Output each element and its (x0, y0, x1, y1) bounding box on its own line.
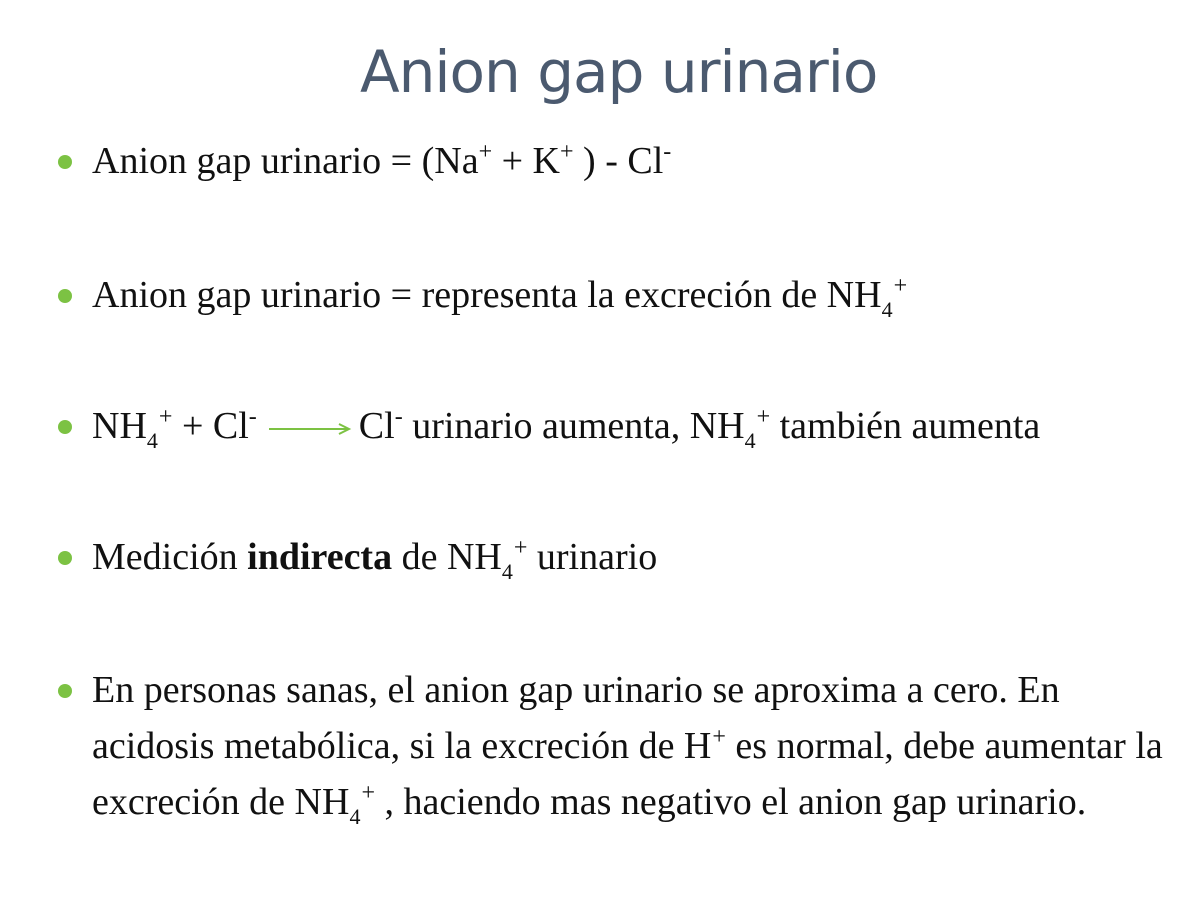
bullet-3-mid: urinario aumenta, NH (412, 405, 745, 447)
bullet-5-part1: En personas sanas, el anion gap urinario se aproxima a cero. En acidosis metabólica, si la excreción de H (92, 669, 1060, 767)
bullet-3-plus-cl: + Cl (181, 405, 249, 447)
bullet-5-charge: + (361, 780, 375, 806)
bullet-2-charge: + (893, 273, 908, 299)
bullet-5-subscript: 4 (349, 804, 361, 829)
bullet-1-lhs: Anion gap urinario (92, 140, 382, 182)
bullet-4-pre: Medición (92, 536, 238, 578)
bullet-2-equals: = (390, 274, 413, 316)
bullet-1-plus: + (501, 140, 524, 182)
bullet-dot-icon (58, 289, 72, 303)
bullet-4 (92, 529, 1182, 585)
bullet-5-part3: , haciendo mas negativo el anion gap urinario. (384, 781, 1087, 823)
bullet-3-end: también aumenta (779, 405, 1041, 447)
bullet-2 (92, 267, 1182, 323)
bullet-4-charge: + (513, 535, 528, 561)
bullet-5 (92, 662, 1172, 830)
bullet-3-charge-2: + (756, 404, 771, 430)
bullet-1-k: K (532, 140, 560, 182)
bullet-dot-icon (58, 155, 72, 169)
bullet-1-cl-charge: - (663, 139, 672, 165)
bullet-3-subscript-2: 4 (744, 428, 756, 453)
bullet-1-na-charge: + (478, 139, 493, 165)
bullet-2-lhs: Anion gap urinario (92, 274, 382, 316)
bullet-5-part2: es normal, debe aumentar la excreción de NH (92, 725, 1163, 823)
bullet-dot-icon (58, 551, 72, 565)
bullet-3-nh: NH (92, 405, 147, 447)
bullet-3-cl2-charge: - (394, 404, 403, 430)
bullet-4-bold: indirecta (247, 536, 393, 578)
bullet-3-cl-charge: - (248, 404, 257, 430)
bullet-1-equals: = (390, 140, 413, 182)
bullet-4-end: urinario (536, 536, 658, 578)
bullet-1-na: (Na (421, 140, 479, 182)
slide-title: Anion gap urinario (360, 38, 878, 106)
bullet-1-cl: ) - Cl (583, 140, 664, 182)
bullet-4-mid: de NH (401, 536, 502, 578)
bullet-3-cl2: Cl (358, 405, 395, 447)
bullet-1-k-charge: + (560, 139, 574, 165)
bullet-4-subscript: 4 (501, 559, 513, 584)
bullet-3-subscript: 4 (146, 428, 158, 453)
bullet-dot-icon (58, 684, 72, 698)
right-arrow-icon (267, 421, 353, 437)
bullet-1 (92, 133, 1182, 189)
bullet-3-charge: + (158, 404, 173, 430)
bullet-dot-icon (58, 420, 72, 434)
bullet-2-subscript: 4 (881, 297, 893, 322)
bullet-3 (92, 398, 1182, 454)
bullet-5-h-charge: + (712, 724, 726, 750)
bullet-2-text: representa la excreción de NH (421, 274, 882, 316)
